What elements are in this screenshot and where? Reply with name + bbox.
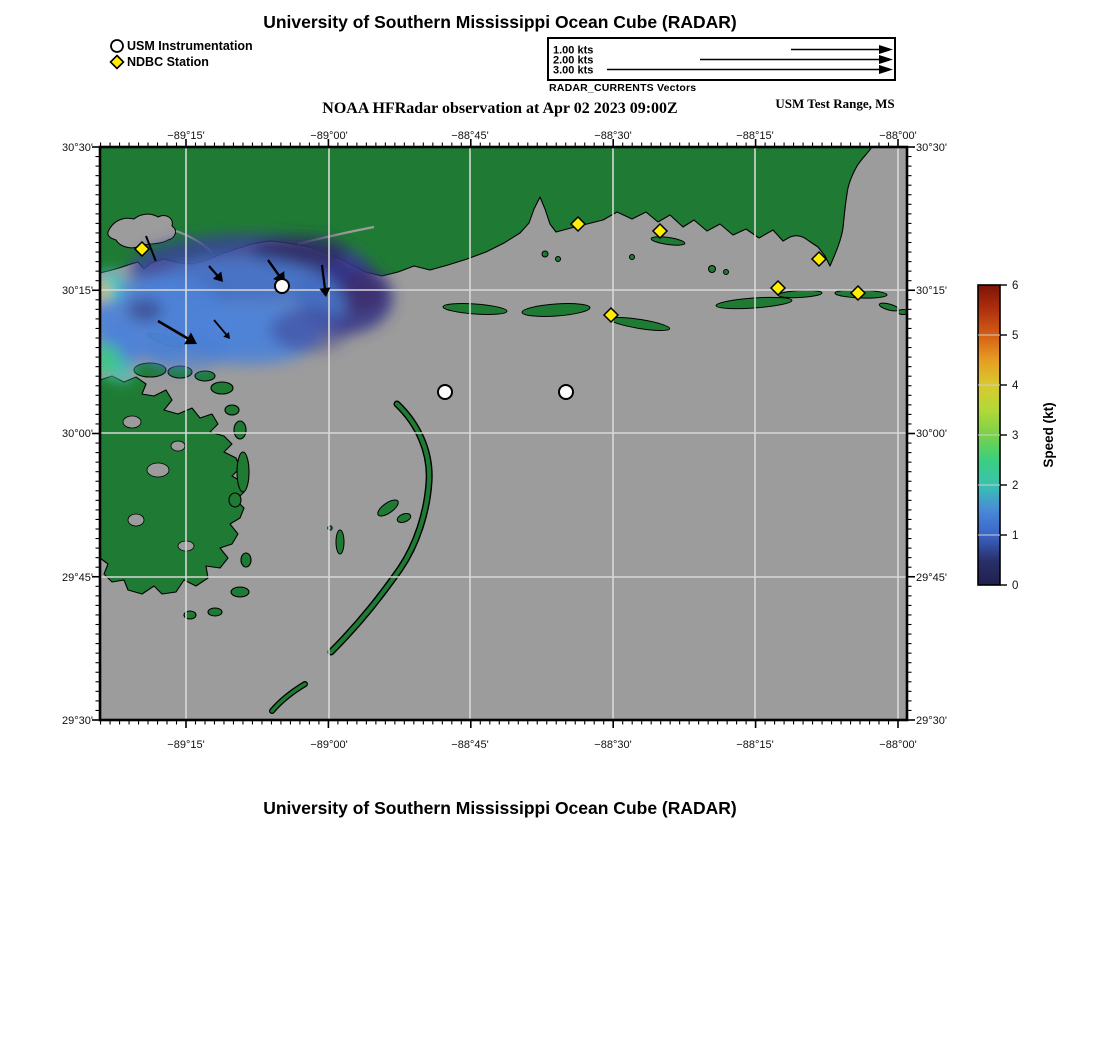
colorbar-tick-label: 1 bbox=[1012, 530, 1019, 542]
x-tick-label: −89°00' bbox=[310, 130, 348, 142]
x-tick-label: −88°00' bbox=[879, 739, 917, 751]
colorbar-tick-label: 0 bbox=[1012, 580, 1019, 592]
vector-key-label: 1.00 kts bbox=[553, 44, 594, 57]
vector-key-caption: RADAR_CURRENTS Vectors bbox=[549, 82, 697, 94]
circle-marker-icon bbox=[111, 40, 123, 52]
symbol-legend bbox=[127, 38, 253, 70]
x-tick-label: −88°45' bbox=[451, 130, 489, 142]
y-tick-label: 30°15' bbox=[62, 285, 93, 297]
x-tick-label: −88°00' bbox=[879, 130, 917, 142]
vector-key-label: 2.00 kts bbox=[553, 54, 594, 67]
y-tick-label: 30°30' bbox=[916, 142, 947, 154]
legend-item-ndbc: NDBC Station bbox=[127, 55, 209, 69]
usm-station-marker bbox=[438, 385, 452, 399]
y-tick-label: 29°45' bbox=[62, 572, 93, 584]
figure-title-bottom: University of Southern Mississippi Ocean Cube (RADAR) bbox=[263, 798, 737, 818]
colorbar-tick-label: 2 bbox=[1012, 480, 1019, 492]
x-tick-label: −89°15' bbox=[167, 739, 205, 751]
radar-cell bbox=[270, 308, 350, 352]
radar-cell bbox=[341, 272, 385, 312]
y-tick-label: 30°15' bbox=[916, 285, 947, 297]
colorbar-tick-label: 5 bbox=[1012, 330, 1019, 342]
y-tick-label: 29°30' bbox=[62, 715, 93, 727]
x-tick-label: −88°45' bbox=[451, 739, 489, 751]
diamond-marker-icon bbox=[111, 56, 124, 69]
x-tick-label: −88°30' bbox=[594, 130, 632, 142]
usm-station-marker bbox=[559, 385, 573, 399]
colorbar-tick-label: 4 bbox=[1012, 380, 1019, 392]
y-tick-label: 30°00' bbox=[62, 428, 93, 440]
colorbar-axis-label: Speed (kt) bbox=[1041, 402, 1056, 468]
x-tick-label: −88°30' bbox=[594, 739, 632, 751]
radar-cell bbox=[127, 298, 163, 322]
legend-symbols bbox=[111, 40, 124, 69]
y-tick-label: 30°30' bbox=[62, 142, 93, 154]
test-range-label: USM Test Range, MS bbox=[775, 96, 895, 111]
x-tick-label: −89°15' bbox=[167, 130, 205, 142]
y-tick-label: 30°00' bbox=[916, 428, 947, 440]
vector-key-box bbox=[548, 38, 895, 80]
legend-item-usm: USM Instrumentation bbox=[127, 39, 253, 53]
usm-station-marker bbox=[275, 279, 289, 293]
x-tick-label: −88°15' bbox=[736, 739, 774, 751]
observation-subtitle: NOAA HFRadar observation at Apr 02 2023 09:00Z bbox=[322, 100, 678, 117]
colorbar-tick-label: 3 bbox=[1012, 430, 1019, 442]
y-tick-label: 29°45' bbox=[916, 572, 947, 584]
colorbar-tick-label: 6 bbox=[1012, 280, 1019, 292]
colorbar bbox=[978, 280, 1056, 592]
y-tick-label: 29°30' bbox=[916, 715, 947, 727]
vector-key-label: 3.00 kts bbox=[553, 64, 594, 77]
figure-title: University of Southern Mississippi Ocean Cube (RADAR) bbox=[263, 12, 737, 32]
x-tick-label: −89°00' bbox=[310, 739, 348, 751]
x-tick-label: −88°15' bbox=[736, 130, 774, 142]
radar-cell bbox=[110, 362, 134, 382]
